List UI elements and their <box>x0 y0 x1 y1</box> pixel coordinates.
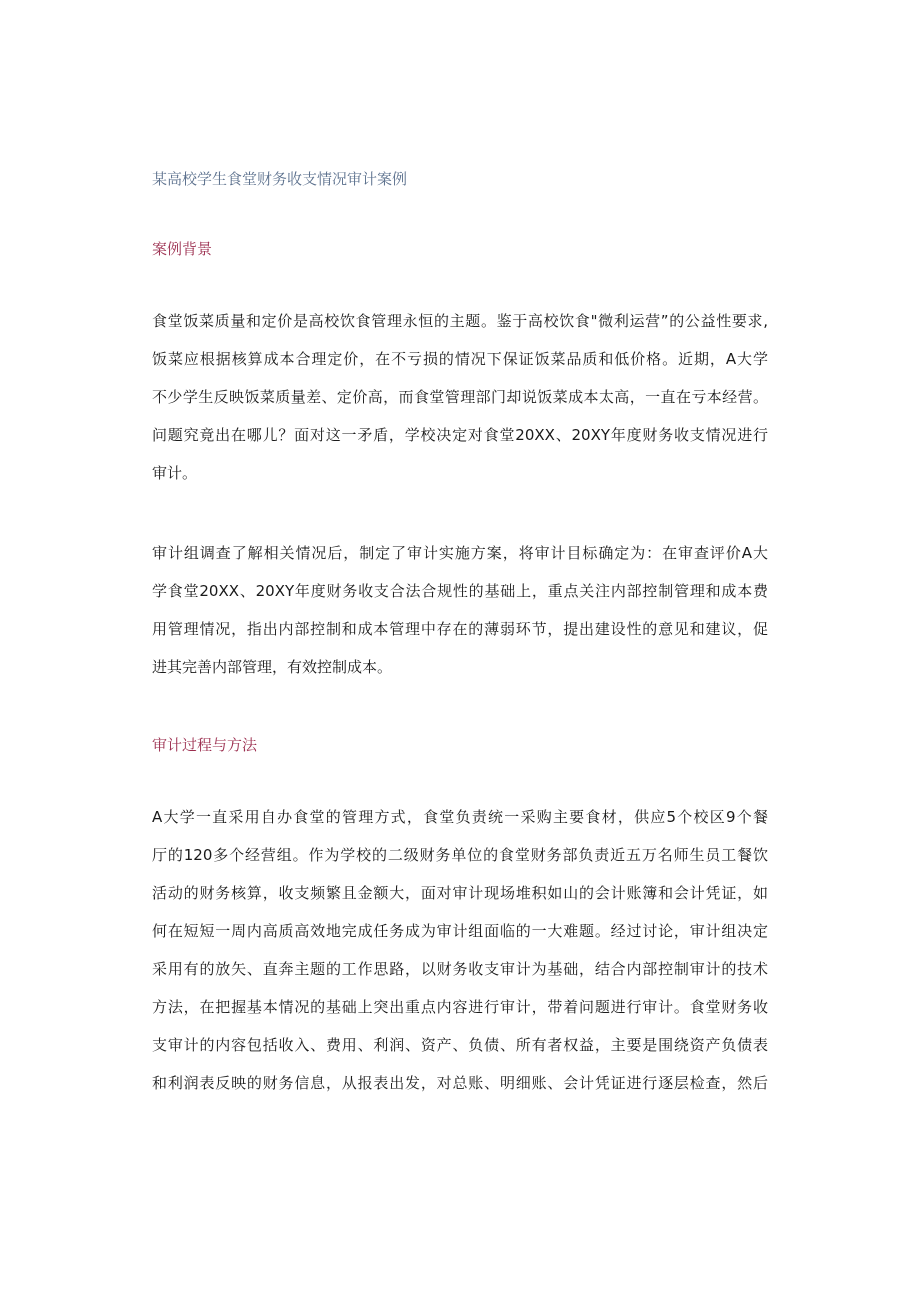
text-line: 厅的120多个经营组。作为学校的二级财务单位的食堂财务部负责近五万名师生员工餐饮 <box>152 846 768 864</box>
text-line: 学食堂20XX、20XY年度财务收支合法合规性的基础上，重点关注内部控制管理和成本费 <box>152 582 768 600</box>
paragraph-background-2 <box>152 534 768 686</box>
document-title: 某高校学生食堂财务收支情况审计案例 <box>152 170 408 188</box>
text-line: A大学一直采用自办食堂的管理方式，食堂负责统一采购主要食材，供应5个校区9个餐 <box>152 808 768 826</box>
text-line: 何在短短一周内高质高效地完成任务成为审计组面临的一大难题。经过讨论，审计组决定 <box>152 922 768 940</box>
text-line: 审计组调查了解相关情况后，制定了审计实施方案，将审计目标确定为：在审查评价A大 <box>152 544 768 562</box>
text-line: 采用有的放矢、直奔主题的工作思路，以财务收支审计为基础，结合内部控制审计的技术 <box>152 960 768 978</box>
text-line: 食堂饭菜质量和定价是高校饮食管理永恒的主题。鉴于高校饮食"微利运营”的公益性要求, <box>152 312 768 330</box>
section-heading-process: 审计过程与方法 <box>152 736 258 754</box>
text-line: 方法，在把握基本情况的基础上突出重点内容进行审计，带着问题进行审计。食堂财务收 <box>152 998 768 1016</box>
text-line: 和利润表反映的财务信息，从报表出发，对总账、明细账、会计凭证进行逐层检查，然后 <box>152 1074 768 1092</box>
paragraph-background-1 <box>152 302 768 492</box>
text-line: 饭菜应根据核算成本合理定价，在不亏损的情况下保证饭菜品质和低价格。近期，A大学 <box>152 350 768 368</box>
text-line: 问题究竟出在哪儿？面对这一矛盾，学校决定对食堂20XX、20XY年度财务收支情况进行 <box>152 426 768 444</box>
paragraph-process-1 <box>152 798 768 1102</box>
text-line: 不少学生反映饭菜质量差、定价高，而食堂管理部门却说饭菜成本太高，一直在亏本经营。 <box>152 388 768 406</box>
text-line: 进其完善内部管理，有效控制成本。 <box>152 658 393 676</box>
text-line: 审计。 <box>152 464 198 482</box>
text-line: 用管理情况，指出内部控制和成本管理中存在的薄弱环节，提出建设性的意见和建议，促 <box>152 620 768 638</box>
section-heading-background: 案例背景 <box>152 240 213 258</box>
text-line: 支审计的内容包括收入、费用、利润、资产、负债、所有者权益，主要是围绕资产负债表 <box>152 1036 768 1054</box>
text-line: 活动的财务核算，收支频繁且金额大，面对审计现场堆积如山的会计账簿和会计凭证，如 <box>152 884 768 902</box>
